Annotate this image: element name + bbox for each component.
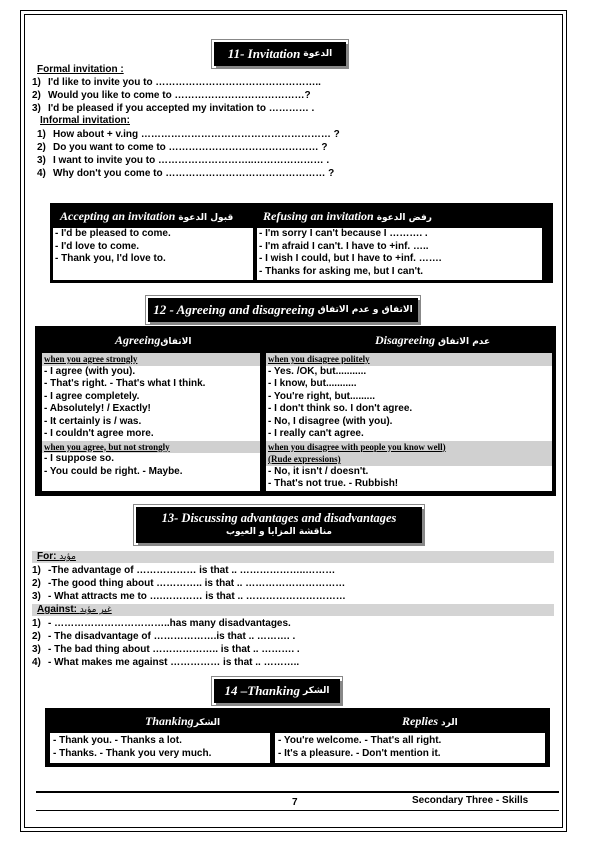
item-number: 4)	[32, 657, 41, 668]
section-title-text: 13- Discussing advantages and disadvantages	[161, 511, 397, 525]
against-label-text: Against:	[37, 604, 80, 615]
replies-header-arabic: الرد	[441, 718, 458, 728]
section-title-advantages	[136, 507, 422, 543]
agree-strongly-label: when you agree strongly	[42, 353, 260, 366]
agree-header-arabic: الاتفاق	[160, 337, 192, 347]
item-text: Do you want to come to ……………………………………… ?	[53, 142, 328, 153]
item-text: - ……………………………..has many disadvantages.	[48, 618, 291, 629]
section-title-agreeing	[148, 298, 418, 322]
item-number: 2)	[32, 90, 41, 101]
disagree-column	[266, 353, 552, 491]
section-title-arabic: الشكر	[303, 686, 330, 696]
for-label-arabic: مؤيد	[59, 552, 76, 562]
item-number: 1)	[32, 565, 41, 576]
item-text: - The disadvantage of ……………….is that .. ………. .	[48, 631, 296, 642]
phrase-line: - I'd love to come.	[55, 240, 140, 252]
phrase-line: - Yes. /OK, but...........	[268, 365, 367, 377]
item-number: 1)	[37, 129, 46, 140]
disagree-header-arabic: عدم الاتفاق	[438, 337, 491, 347]
item-text: Would you like to come to …………………………………?	[48, 90, 311, 101]
section-title-arabic: الدعوة	[303, 49, 333, 59]
agree-header-text: Agreeing	[115, 333, 161, 347]
phrase-line: - It's a pleasure. - Don't mention it.	[278, 747, 441, 759]
for-bar	[32, 551, 554, 563]
section-title-arabic: مناقشة المزايا و العيوب	[226, 527, 332, 537]
refuse-list	[257, 228, 542, 280]
item-number: 1)	[32, 77, 41, 88]
item-number: 3)	[32, 644, 41, 655]
list-item	[32, 630, 300, 643]
phrase-line: - I know, but...........	[268, 378, 357, 389]
phrase-line: - I wish I could, but I have to +inf. …….	[259, 253, 442, 264]
item-number: 3)	[37, 155, 46, 166]
formal-invitation-label: Formal invitation :	[37, 64, 124, 75]
against-label-arabic: غير مؤيد	[79, 605, 112, 615]
item-number: 3)	[32, 591, 41, 602]
agree-not-strongly-label: when you agree, but not strongly	[42, 441, 260, 454]
disagree-header	[375, 333, 490, 348]
advantages-list	[32, 564, 346, 603]
phrase-line: - No, I disagree (with you).	[268, 415, 393, 427]
informal-invitation-label: Informal invitation:	[40, 115, 130, 126]
footer-rule-bottom	[36, 810, 559, 811]
section-title-text: 14 –Thanking	[224, 683, 301, 698]
item-text: I'd be pleased if you accepted my invitation to ………… .	[48, 103, 315, 114]
phrase-line: - I don't think so. I don't agree.	[268, 403, 413, 414]
item-text: -The advantage of ……………… is that .. ………………..………	[48, 565, 336, 576]
phrase-line: - That's not true. - Rubbish!	[268, 478, 399, 489]
item-text: Why don't you come to ………………………………………… ?	[53, 168, 335, 179]
item-number: 2)	[32, 631, 41, 642]
list-item	[32, 76, 321, 89]
list-item	[32, 564, 346, 577]
accept-header	[60, 209, 233, 224]
refuse-header-text: Refusing an invitation	[263, 209, 374, 223]
list-item	[37, 154, 340, 167]
book-title: Secondary Three - Skills	[412, 795, 529, 806]
thanking-header-arabic: الشكر	[193, 718, 221, 728]
phrase-line: - Thank you. - Thanks a lot.	[53, 735, 182, 746]
phrase-line: - I couldn't agree more.	[44, 428, 154, 439]
disagree-header-text: Disagreeing	[375, 333, 435, 347]
thanking-header-text: Thanking	[145, 714, 194, 728]
agree-not-strongly-list	[42, 453, 260, 478]
item-text: I'd like to invite you to …………………………………………..	[48, 77, 321, 88]
for-label-text: For:	[37, 551, 60, 562]
section-title-text: 12 - Agreeing and disagreeing	[153, 302, 315, 317]
replies-list	[275, 733, 545, 763]
item-text: How about + v.ing ………………………………………………… ?	[53, 129, 340, 140]
item-text: - What makes me against …………… is that .. ………..	[48, 657, 300, 668]
disagree-politely-label: when you disagree politely	[266, 353, 552, 366]
phrase-line: - You could be right. - Maybe.	[44, 465, 183, 477]
disagree-politely-list	[266, 366, 552, 441]
list-item	[32, 102, 321, 115]
phrase-line: - Thank you, I'd love to.	[55, 253, 166, 264]
disagree-rude-list	[266, 466, 552, 491]
item-number: 1)	[32, 618, 41, 629]
phrase-line: - You're right, but.........	[268, 390, 376, 402]
item-number: 2)	[32, 578, 41, 589]
disagree-rude-label: when you disagree with people you know well)	[266, 441, 552, 454]
replies-header	[402, 714, 458, 729]
list-item	[32, 577, 346, 590]
refuse-header	[263, 209, 432, 224]
item-text: -The good thing about ………….. is that .. …………………………	[48, 578, 346, 589]
phrase-line: - That's right. - That's what I think.	[44, 378, 206, 389]
phrase-line: - I agree completely.	[44, 390, 140, 402]
replies-header-text: Replies	[402, 714, 438, 728]
against-label	[37, 604, 112, 615]
item-text: I want to invite you to ………………………..………………… .	[53, 155, 330, 166]
list-item	[32, 617, 300, 630]
agree-header	[115, 333, 191, 348]
item-text: - What attracts me to ….………… is that .. …………………………	[48, 591, 346, 602]
formal-invitation-list	[32, 76, 321, 115]
thanking-list	[50, 733, 270, 763]
accept-list	[53, 228, 253, 280]
phrase-line: - I'm sorry I can't because I ………. .	[259, 228, 428, 239]
list-item	[32, 590, 346, 603]
accept-header-text: Accepting an invitation	[60, 209, 176, 223]
section-title-text: 11- Invitation	[227, 46, 301, 61]
informal-invitation-list	[37, 128, 340, 180]
section-title-thanking	[214, 679, 340, 703]
phrase-line: - Thanks for asking me, but I can't.	[259, 265, 424, 277]
list-item	[37, 141, 340, 154]
list-item	[32, 643, 300, 656]
phrase-line: - Absolutely! / Exactly!	[44, 403, 151, 414]
agree-strongly-list	[42, 366, 260, 441]
item-number: 2)	[37, 142, 46, 153]
disagree-rude-label-2: (Rude expressions)	[266, 453, 552, 466]
phrase-line: - Thanks. - Thank you very much.	[53, 747, 212, 759]
phrase-line: - I really can't agree.	[268, 428, 364, 439]
disadvantages-list	[32, 617, 300, 669]
phrase-line: - I'd be pleased to come.	[55, 228, 171, 239]
refuse-header-arabic: رفض الدعوة	[376, 213, 432, 223]
list-item	[32, 656, 300, 669]
phrase-line: - I agree (with you).	[44, 365, 136, 377]
phrase-line: - You're welcome. - That's all right.	[278, 735, 442, 746]
list-item	[32, 89, 321, 102]
accept-header-arabic: قبول الدعوة	[178, 213, 234, 223]
phrase-line: - No, it isn't / doesn't.	[268, 465, 369, 477]
item-number: 4)	[37, 168, 46, 179]
list-item	[37, 128, 340, 141]
item-text: - The bad thing about ……………….. is that .. ………. .	[48, 644, 300, 655]
page-number: 7	[292, 797, 298, 808]
phrase-line: - I suppose so.	[44, 453, 115, 464]
thanking-header	[145, 714, 220, 729]
phrase-line: - It certainly is / was.	[44, 415, 142, 427]
footer-rule	[36, 791, 559, 793]
section-title-invitation	[214, 42, 346, 66]
item-number: 3)	[32, 103, 41, 114]
list-item	[37, 167, 340, 180]
for-label	[37, 551, 76, 562]
agree-column	[42, 353, 260, 491]
section-title-arabic: الاتفاق و عدم الاتفاق	[317, 305, 413, 315]
phrase-line: - I'm afraid I can't. I have to +inf. …..	[259, 240, 429, 252]
